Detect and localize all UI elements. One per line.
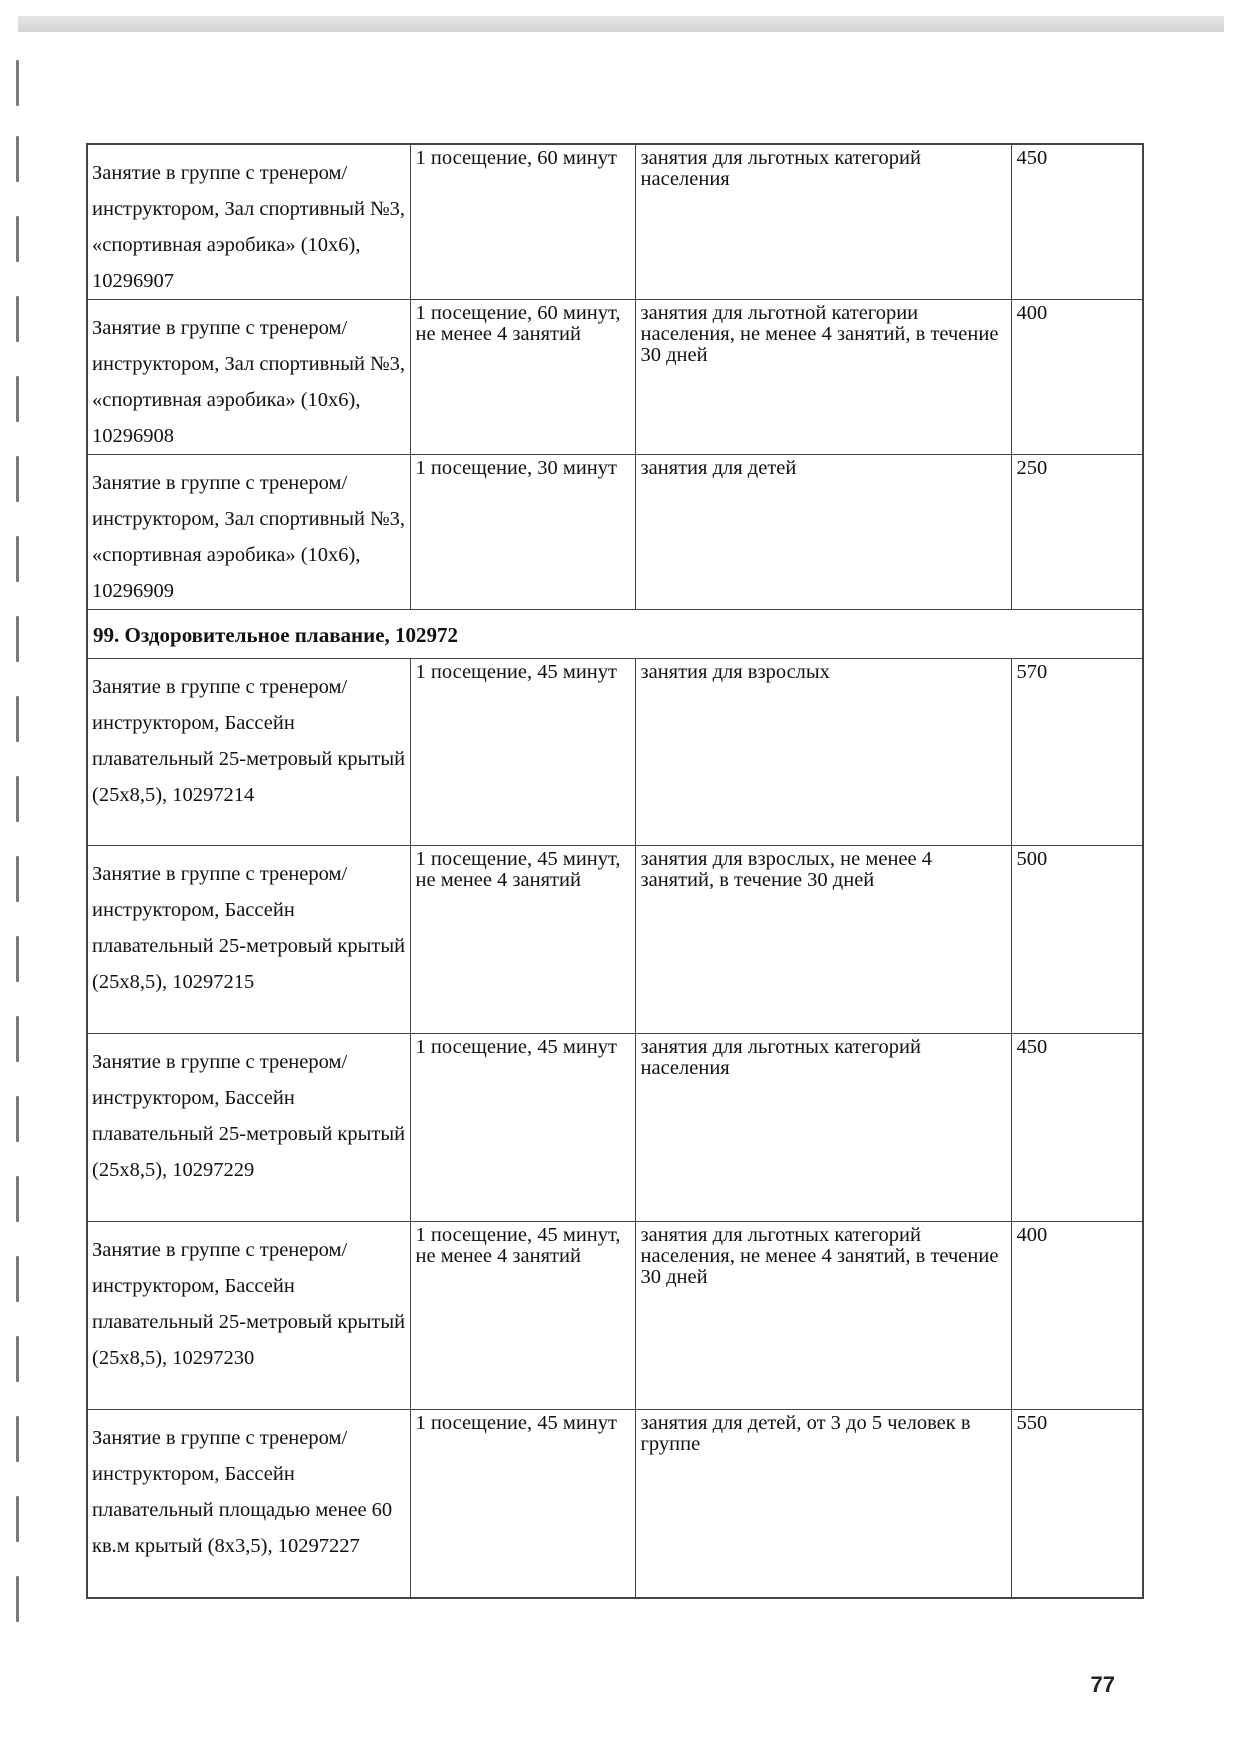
service-cell: Занятие в группе с тренером/инструктором, Бассейн плавательный 25-метровый крытый (25х8,5), 10297214 (87, 659, 410, 846)
unit-cell: 1 посещение, 45 минут (410, 1034, 635, 1222)
unit-cell: 1 посещение, 30 минут (410, 455, 635, 610)
binding-mark (16, 456, 19, 502)
binding-mark (16, 1096, 19, 1142)
table-row (87, 1410, 1143, 1598)
binding-mark (16, 616, 19, 662)
service-cell: Занятие в группе с тренером/инструктором, Бассейн плавательный площадью менее 60 кв.м крытый (8х3,5), 10297227 (87, 1410, 410, 1598)
note-cell: занятия для льготных категорий населения (635, 1034, 1011, 1222)
service-cell: Занятие в группе с тренером/инструктором, Бассейн плавательный 25-метровый крытый (25х8,5), 10297229 (87, 1034, 410, 1222)
table-row (87, 659, 1143, 846)
binding-mark (16, 1496, 19, 1542)
table-row (87, 300, 1143, 455)
binding-mark (16, 536, 19, 582)
page-number: 77 (1090, 1672, 1115, 1697)
section-heading: 99. Оздоровительное плавание, 102972 (87, 610, 1143, 659)
unit-cell: 1 посещение, 45 минут (410, 1410, 635, 1598)
binding-mark (16, 60, 19, 106)
service-cell: Занятие в группе с тренером/инструктором, Зал спортивный №3, «спортивная аэробика» (10х6), 10296907 (87, 144, 410, 300)
note-cell: занятия для детей (635, 455, 1011, 610)
note-cell: занятия для взрослых, не менее 4 занятий, в течение 30 дней (635, 846, 1011, 1034)
note-cell: занятия для льготной категории населения, не менее 4 занятий, в течение 30 дней (635, 300, 1011, 455)
binding-mark (16, 136, 19, 182)
price-cell: 450 (1011, 1034, 1143, 1222)
scan-top-edge (18, 16, 1224, 32)
binding-mark (16, 696, 19, 742)
binding-mark (16, 856, 19, 902)
section-heading-row (87, 610, 1143, 659)
unit-cell: 1 посещение, 45 минут (410, 659, 635, 846)
table-row (87, 455, 1143, 610)
table-row (87, 144, 1143, 300)
binding-mark (16, 376, 19, 422)
binding-mark (16, 1176, 19, 1222)
note-cell: занятия для льготных категорий населения, не менее 4 занятий, в течение 30 дней (635, 1222, 1011, 1410)
binding-mark (16, 296, 19, 342)
price-cell: 400 (1011, 1222, 1143, 1410)
price-cell: 500 (1011, 846, 1143, 1034)
price-cell: 550 (1011, 1410, 1143, 1598)
note-cell: занятия для детей, от 3 до 5 человек в группе (635, 1410, 1011, 1598)
note-cell: занятия для льготных категорий населения (635, 144, 1011, 300)
note-cell: занятия для взрослых (635, 659, 1011, 846)
binding-mark (16, 1416, 19, 1462)
binding-mark (16, 1016, 19, 1062)
unit-cell: 1 посещение, 60 минут (410, 144, 635, 300)
price-cell: 400 (1011, 300, 1143, 455)
binding-mark (16, 1576, 19, 1622)
price-cell: 450 (1011, 144, 1143, 300)
service-cell: Занятие в группе с тренером/инструктором, Бассейн плавательный 25-метровый крытый (25х8,5), 10297230 (87, 1222, 410, 1410)
table-row (87, 1222, 1143, 1410)
service-cell: Занятие в группе с тренером/инструктором, Зал спортивный №3, «спортивная аэробика» (10х6), 10296909 (87, 455, 410, 610)
binding-mark (16, 1336, 19, 1382)
binding-mark (16, 216, 19, 262)
table-row (87, 846, 1143, 1034)
binding-mark (16, 776, 19, 822)
unit-cell: 1 посещение, 60 минут, не менее 4 занятий (410, 300, 635, 455)
service-cell: Занятие в группе с тренером/инструктором, Зал спортивный №3, «спортивная аэробика» (10х6), 10296908 (87, 300, 410, 455)
service-cell: Занятие в группе с тренером/инструктором, Бассейн плавательный 25-метровый крытый (25х8,5), 10297215 (87, 846, 410, 1034)
unit-cell: 1 посещение, 45 минут, не менее 4 занятий (410, 846, 635, 1034)
price-table (86, 143, 1144, 1599)
binding-marks (16, 40, 22, 1680)
binding-mark (16, 1256, 19, 1302)
unit-cell: 1 посещение, 45 минут, не менее 4 занятий (410, 1222, 635, 1410)
price-cell: 570 (1011, 659, 1143, 846)
table-row (87, 1034, 1143, 1222)
binding-mark (16, 936, 19, 982)
price-cell: 250 (1011, 455, 1143, 610)
